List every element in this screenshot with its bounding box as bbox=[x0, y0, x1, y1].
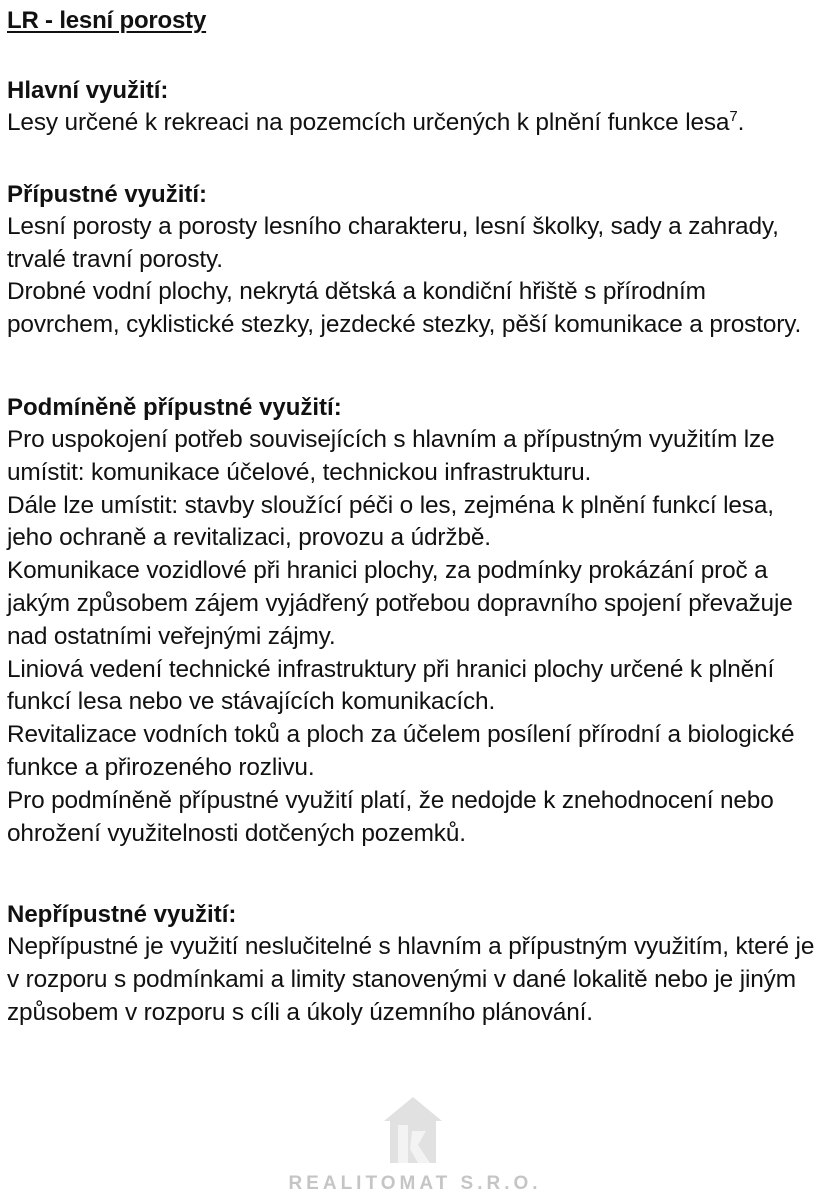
document-title: LR - lesní porosty bbox=[7, 7, 207, 34]
section-heading: Přípustné využití: bbox=[7, 180, 208, 208]
section-paragraph: Dále lze umístit: stavby sloužící péči o les, zejména k plnění funkcí lesa, jeho ochraně a revitalizaci, provozu a údržbě. bbox=[7, 491, 774, 552]
section-paragraph: Komunikace vozidlové při hranici plochy, za podmínky prokázání proč a jakým způsobem zájem vyjádřený potřebou dopravního spojení převažuje nad ostatními veřejnými zájmy. bbox=[7, 557, 793, 650]
section-paragraph: Revitalizace vodních toků a ploch za účelem posílení přírodní a biologické funkce a přirozeného rozlivu. bbox=[7, 721, 795, 781]
section-heading: Podmíněně přípustné využití: bbox=[7, 393, 342, 421]
footnote-marker: 7 bbox=[729, 107, 738, 125]
section-heading: Nepřípustné využití: bbox=[7, 901, 237, 929]
paragraph-text: Lesy určené k rekreaci na pozemcích určených k plnění funkce lesa bbox=[7, 109, 730, 136]
section-paragraph: Pro uspokojení potřeb souvisejících s hlavním a přípustným využitím lze umístit: komunikace účelové, technickou infrastrukturu. bbox=[7, 425, 775, 486]
section-main-use bbox=[7, 74, 822, 140]
section-permitted-use bbox=[7, 178, 822, 342]
watermark-text: REALITOMAT S.R.O. bbox=[288, 1173, 542, 1194]
document bbox=[7, 4, 822, 1030]
house-logo-icon bbox=[382, 1095, 444, 1165]
section-paragraph: Lesní porosty a porosty lesního charakteru, lesní školky, sady a zahrady, trvalé travní porosty. bbox=[7, 212, 779, 273]
section-heading: Hlavní využití: bbox=[7, 77, 169, 104]
section-prohibited-use bbox=[7, 898, 822, 1029]
watermark bbox=[270, 1095, 560, 1195]
section-conditional-use bbox=[7, 391, 822, 850]
section-paragraph: Nepřípustné je využití neslučitelné s hlavním a přípustným využitím, které je v rozporu s podmínkami a limity stanovenými v dané lokalitě nebo je jiným způsobem v rozporu s cíli a úkoly územního plánování. bbox=[7, 933, 815, 1026]
section-paragraph bbox=[7, 107, 822, 140]
section-paragraph: Pro podmíněně přípustné využití platí, že nedojde k znehodnocení nebo ohrožení využitelnosti dotčených pozemků. bbox=[7, 786, 774, 847]
section-paragraph: Drobné vodní plochy, nekrytá dětská a kondiční hřiště s přírodním povrchem, cyklistické stezky, jezdecké stezky, pěší komunikace a prostory. bbox=[7, 278, 802, 339]
section-paragraph: Liniová vedení technické infrastruktury při hranici plochy určené k plnění funkcí lesa nebo ve stávajících komunikacích. bbox=[7, 655, 775, 716]
paragraph-end: . bbox=[737, 109, 745, 136]
